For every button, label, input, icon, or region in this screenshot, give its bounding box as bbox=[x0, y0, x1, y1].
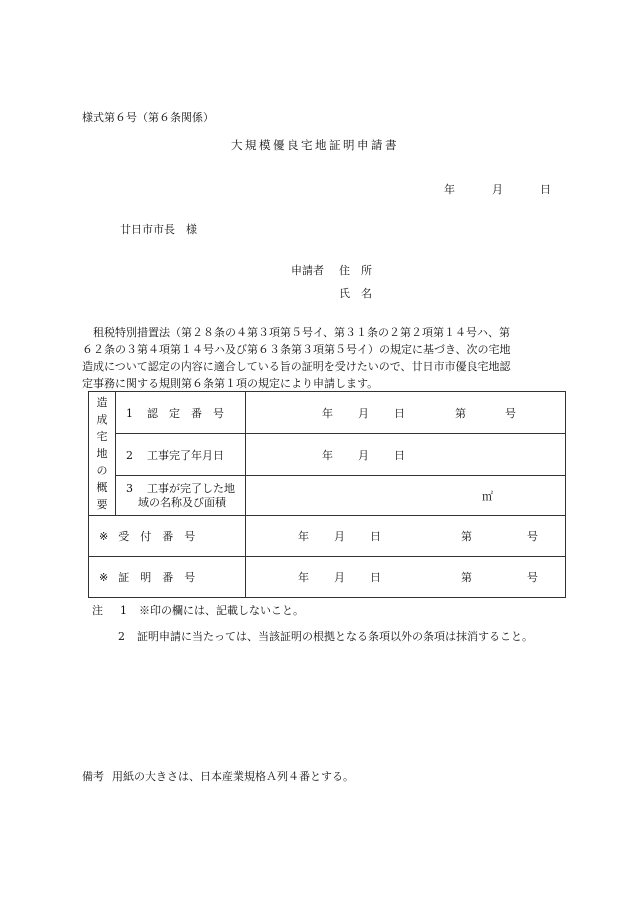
date-month: 月 bbox=[492, 183, 503, 196]
area-label: 3 工事が完了した地 域の名称及び面積 bbox=[116, 476, 246, 516]
document-title: 大規模優良宅地証明申請書 bbox=[231, 138, 399, 152]
cert-number-label: 1 認 定 番 号 bbox=[116, 392, 246, 434]
addressee: 廿日市市長 様 bbox=[120, 223, 197, 236]
applicant-address bbox=[291, 262, 372, 278]
date-year: 年 bbox=[444, 183, 455, 196]
completion-date-label: 2 工事完了年月日 bbox=[116, 434, 246, 476]
application-date bbox=[444, 181, 551, 197]
form-number: 様式第６号（第６条関係） bbox=[82, 111, 214, 124]
cert-number-value[interactable]: 年 月 日 第 号 bbox=[246, 392, 566, 434]
applicant-label: 申請者 bbox=[291, 264, 324, 277]
body-line: 租税特別措置法（第２８条の４第３項第５号イ、第３１条の２第２項第１４号ハ、第 bbox=[93, 326, 511, 339]
body-line: 造成について認定の内容に適合している旨の証明を受けたいので、廿日市市優良宅地認 bbox=[82, 360, 511, 373]
square-meter-unit: ㎡ bbox=[482, 489, 493, 503]
area-value[interactable] bbox=[246, 476, 566, 516]
note-1: 注 1 ※印の欄には、記載しないこと。 bbox=[92, 604, 304, 617]
receipt-number-label: ※ 受 付 番 号 bbox=[89, 516, 246, 557]
remark: 備考 用紙の大きさは、日本産業規格Ａ列４番とする。 bbox=[82, 770, 354, 783]
section-label: 造 成 宅 地 の 概 要 bbox=[89, 392, 116, 516]
applicant-name: 氏 名 bbox=[339, 287, 372, 300]
table-row-area bbox=[89, 476, 566, 516]
application-table bbox=[88, 391, 566, 598]
application-body bbox=[82, 324, 554, 392]
table-row-cert-number bbox=[89, 392, 566, 434]
date-day: 日 bbox=[540, 183, 551, 196]
certificate-number-label: ※ 証 明 番 号 bbox=[89, 557, 246, 598]
table-row-receipt-number bbox=[89, 516, 566, 557]
body-line: 定事務に関する規則第６条第１項の規定により申請します。 bbox=[82, 377, 379, 390]
receipt-number-value: 年 月 日 第 号 bbox=[246, 516, 566, 557]
certificate-number-value: 年 月 日 第 号 bbox=[246, 557, 566, 598]
completion-date-value[interactable]: 年 月 日 bbox=[246, 434, 566, 476]
table-row-certificate-number bbox=[89, 557, 566, 598]
body-line: ６２条の３第４項第１４号ハ及び第６３条第３項第５号イ）の規定に基づき、次の宅地 bbox=[82, 343, 511, 356]
address-label: 住 所 bbox=[339, 264, 372, 277]
table-row-completion-date bbox=[89, 434, 566, 476]
note-2: 2 証明申請に当たっては、当該証明の根拠となる条項以外の条項は抹消すること。 bbox=[118, 630, 533, 643]
